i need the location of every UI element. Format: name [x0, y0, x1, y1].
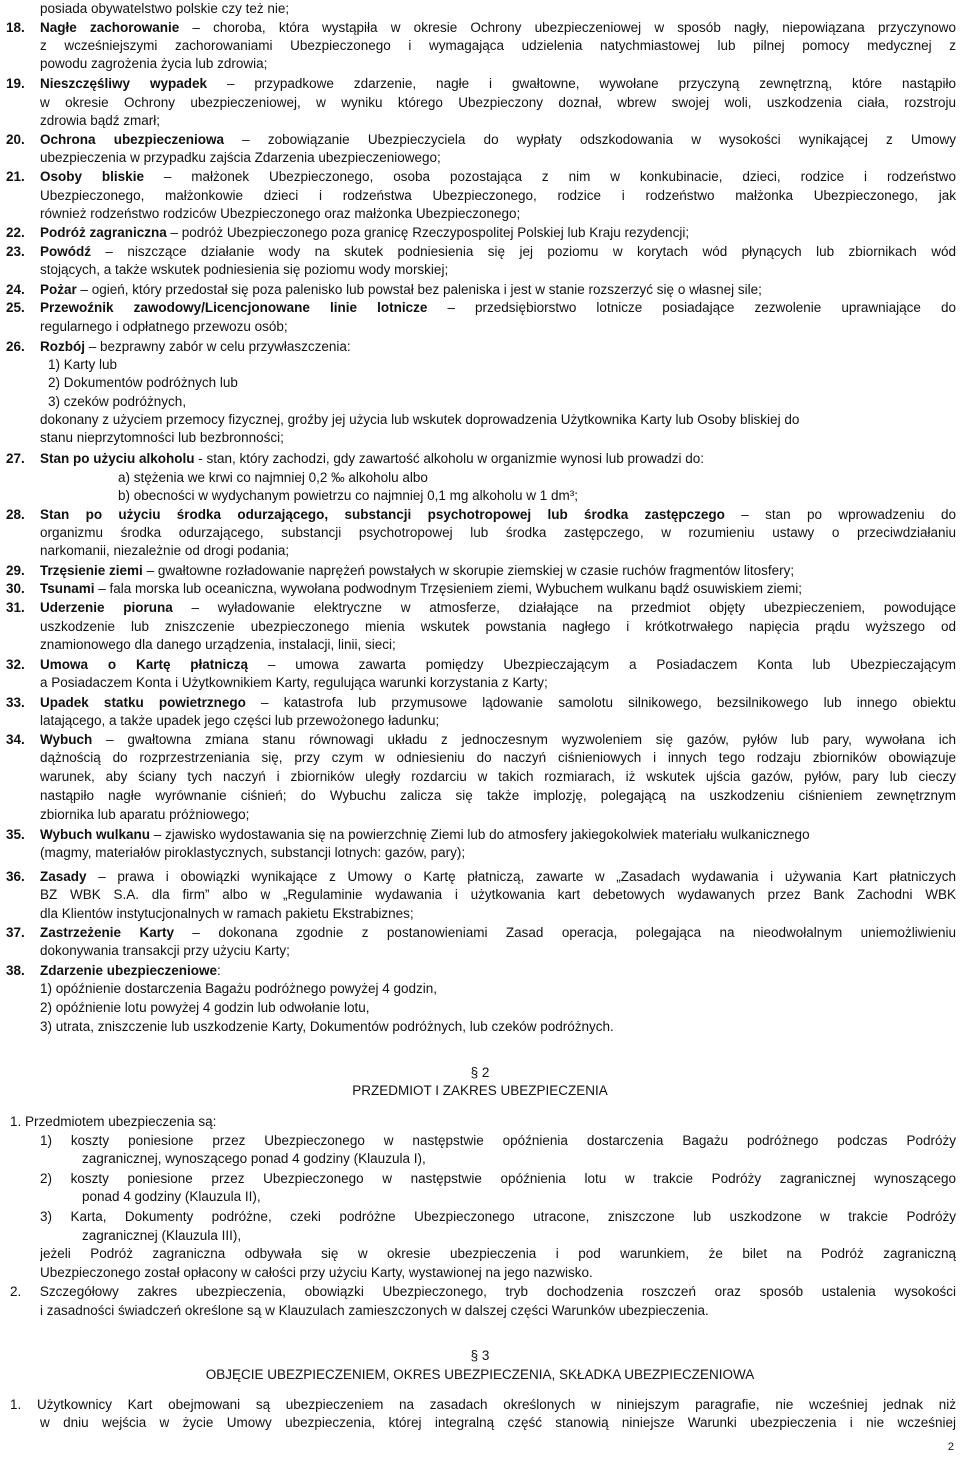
text-line [40, 55, 956, 73]
text-line [6, 506, 956, 524]
line-text: – choroba, która wystąpiła w okresie Ochrony ubezpieczeniowej w sposób nagły, niepowiązana przyczynowo [179, 20, 956, 35]
text-line [40, 1414, 956, 1432]
line-text: Ubezpieczonego został opłacony w całości przy użyciu Karty, wystawionej na jego nazwisko. [40, 1265, 593, 1280]
item-number: 22. [6, 225, 25, 240]
text-line [40, 187, 956, 205]
defined-term: Podróż zagraniczna [40, 225, 167, 240]
text-line [6, 868, 956, 886]
line-text: – zjawisko wydostawania się na powierzchnię Ziemi lub do atmosfery jakiegokolwiek materiału wulkanicznego [150, 827, 810, 842]
text-line [40, 94, 956, 112]
text-line [40, 0, 956, 18]
text-line [40, 542, 956, 560]
text-line [40, 1018, 956, 1036]
text-line [6, 19, 956, 37]
section-heading [0, 1064, 960, 1082]
defined-term: Wybuch wulkanu [40, 827, 151, 842]
line-text: 1) opóźnienie dostarczenia Bagażu podróżnego powyżej 4 godzin, [40, 981, 438, 996]
line-text: – wyładowanie elektryczne w atmosferze, działające na przedmiot objęty ubezpieczeniem, powodujące [172, 600, 956, 615]
defined-term: Stan po użyciu środka odurzającego, substancji psychotropowej lub środka zastępczego [40, 507, 725, 522]
line-text: 2) koszty poniesione przez Ubezpieczonego w następstwie opóźnienia lotu w trakcie Podróży zagranicznej wynoszącego [40, 1171, 956, 1186]
line-text: – umowa zawarta pomiędzy Ubezpieczającym a Posiadaczem Konta lub Ubezpieczającym [248, 657, 956, 672]
line-text: – niszczące działanie wody na skutek podniesienia się jej poziomu w korytach wód płynących lub zbiornikach wód [91, 244, 956, 259]
text-line [48, 374, 956, 392]
line-text: 2) Dokumentów podróżnych lub [48, 375, 238, 390]
text-line [6, 599, 956, 617]
line-text: OBJĘCIE UBEZPIECZENIEM, OKRES UBEZPIECZENIA, SKŁADKA UBEZPIECZENIOWA [205, 1367, 755, 1382]
line-text: również rodzeństwo rodziców Ubezpieczonego oraz małżonka Ubezpieczonego; [40, 206, 521, 221]
text-line [40, 749, 956, 767]
text-line [40, 318, 956, 336]
line-text: dokonywania transakcji przy użyciu Karty; [40, 943, 290, 958]
text-line [10, 1113, 956, 1131]
defined-term: Uderzenie pioruna [40, 600, 173, 615]
text-line [40, 1264, 956, 1282]
text-line [40, 1208, 956, 1226]
line-text: dokonany z użyciem przemocy fizycznej, groźby jej użycia lub wskutek doprowadzenia Użytkownika Karty lub Osoby bliskiej do [40, 412, 800, 427]
line-text: stanu nieprzytomności lub bezbronności; [40, 430, 284, 445]
defined-term: Zastrzeżenie Karty [40, 925, 174, 940]
line-text: – prawa i obowiązki wynikające z Umowy o Kartę płatniczą, zawarte w „Zasadach wydawania i używania Kart płatniczych [86, 869, 956, 884]
line-text: latającego, a także upadek jego części lub przewożonego ładunku; [40, 713, 440, 728]
defined-term: Umowa o Kartę płatniczą [40, 657, 249, 672]
defined-term: Pożar [40, 282, 77, 297]
item-number: 29. [6, 563, 25, 578]
line-text: – podróż Ubezpieczonego poza granicę Rzeczypospolitej Polskiej lub Kraju rezydencji; [166, 225, 690, 240]
line-text: uszkodzenie lub zniszczenie ubezpieczonego mienia wskutek powstania nagłego i krótkotrwałego napięcia prądu wyższego od [40, 619, 956, 634]
line-text: a) stężenia we krwi co najmniej 0,2 ‰ alkoholu albo [118, 470, 428, 485]
item-number: 18. [6, 20, 25, 35]
text-line [40, 712, 956, 730]
item-number: 28. [6, 507, 25, 522]
text-line [6, 562, 956, 580]
item-number: 36. [6, 869, 25, 884]
defined-term: Wybuch [40, 732, 93, 747]
line-text: 1. Przedmiotem ubezpieczenia są: [10, 1114, 217, 1129]
line-text: 3) czeków podróżnych, [48, 394, 187, 409]
line-text: – stan po wprowadzeniu do [724, 507, 956, 522]
line-text: z wcześniejszymi zachorowaniami Ubezpieczonego i wymagająca udzielenia natychmiastowej lub pilnej pomocy medycznej z [40, 38, 956, 53]
text-line [82, 1188, 956, 1206]
defined-term: Zasady [40, 869, 87, 884]
text-line [6, 450, 956, 468]
line-text: znamionowego dla danego urządzenia, instalacji, linii, sieci; [40, 637, 396, 652]
defined-term: Stan po użyciu alkoholu [40, 451, 195, 466]
text-line [40, 942, 956, 960]
line-text: w okresie Ochrony ubezpieczeniowej, w wyniku którego Ubezpieczony doznał, wbrew swojej woli, uszkodzenia ciała, rozstroju [40, 95, 956, 110]
text-line [6, 224, 956, 242]
line-text: dla Klientów instytucjonalnych w ramach pakietu Ekstrabiznes; [40, 906, 414, 921]
line-text: 2. Szczegółowy zakres ubezpieczenia, obowiązki Ubezpieczonego, tryb dochodzenia roszczeń oraz sposób ustalenia wysokości [10, 1284, 956, 1299]
item-number: 30. [6, 581, 25, 596]
line-text: – bezprawny zabór w celu przywłaszczenia: [85, 339, 351, 354]
section-heading [0, 1366, 960, 1384]
section-heading [0, 1082, 960, 1100]
line-text: nastąpiło nagłe wyrównanie ciśnień; do Wybuchu zalicza się także implozję, polegającą na uszkodzeniu ciśnieniem zewnętrznym [40, 788, 956, 803]
text-line [6, 168, 956, 186]
line-text: – katastrofa lub przymusowe lądowanie samolotu silnikowego, bezsilnikowego lub innego obiektu [245, 695, 956, 710]
text-line [6, 338, 956, 356]
item-number: 38. [6, 963, 25, 978]
text-line [40, 149, 956, 167]
line-text: – przedsiębiorstwo lotnicze posiadające zezwolenie uprawniające do [427, 300, 956, 315]
defined-term: Trzęsienie ziemi [40, 563, 143, 578]
text-line [6, 731, 956, 749]
text-line [6, 75, 956, 93]
line-text: (magmy, materiałów piroklastycznych, substancji lotnych: gazów, pary); [40, 845, 466, 860]
defined-term: Przewoźnik zawodowy/Licencjonowane linie lotnicze [40, 300, 428, 315]
item-number: 24. [6, 282, 25, 297]
defined-term: Upadek statku powietrznego [40, 695, 246, 710]
text-line [40, 886, 956, 904]
defined-term: Powódź [40, 244, 91, 259]
item-number: 35. [6, 827, 25, 842]
line-text: a Posiadaczem Konta i Użytkownikiem Karty, regulująca warunki korzystania z Karty; [40, 675, 548, 690]
text-line [40, 524, 956, 542]
line-text: 2) opóźnienie lotu powyżej 4 godzin lub odwołanie lotu, [40, 1000, 370, 1015]
text-line [40, 37, 956, 55]
text-line [40, 429, 956, 447]
line-text: i zasadności świadczeń określone są w Klauzulach zamieszczonych w dalszej części Warunków ubezpieczenia. [40, 1303, 709, 1318]
text-line [6, 281, 956, 299]
item-number: 27. [6, 451, 25, 466]
item-number: 20. [6, 132, 25, 147]
text-line [40, 618, 956, 636]
text-line [6, 656, 956, 674]
line-text: dążnością do rozprzestrzeniania się, przy czym w odniesieniu do naczyń ciśnieniowych i innych tego rodzaju zbiorników obowiązuje [40, 750, 956, 765]
line-text: – gwałtowna zmiana stanu równowagi układu z jednoczesnym wyzwoleniem się gazów, pyłów lub pary, wywołana ich [92, 732, 956, 747]
text-line [118, 487, 956, 505]
text-line [118, 469, 956, 487]
item-number: 31. [6, 600, 25, 615]
line-text: zbiornika lub aparatu próżniowego; [40, 807, 250, 822]
defined-term: Rozbój [40, 339, 85, 354]
line-text: PRZEDMIOT I ZAKRES UBEZPIECZENIA [352, 1083, 608, 1098]
text-line [40, 205, 956, 223]
line-text: 3) utrata, zniszczenie lub uszkodzenie Karty, Dokumentów podróżnych, lub czeków podróżnych. [40, 1019, 614, 1034]
text-line [10, 1396, 956, 1414]
text-line [40, 844, 956, 862]
line-text: posiada obywatelstwo polskie czy też nie; [40, 1, 290, 16]
defined-term: Nieszczęśliwy wypadek [40, 76, 208, 91]
line-text: – zobowiązanie Ubezpieczyciela do wypłaty odszkodowania w wysokości wynikającej z Umowy [223, 132, 956, 147]
item-number: 25. [6, 300, 25, 315]
line-text: ubezpieczenia w przypadku zajścia Zdarzenia ubezpieczeniowego; [40, 150, 441, 165]
line-text: w dniu wejścia w życie Umowy ubezpieczenia, której integralną część stanowią niniejsze Warunki ubezpieczenia i nie wcześniej [40, 1415, 956, 1430]
defined-term: Osoby bliskie [40, 169, 144, 184]
item-number: 34. [6, 732, 25, 747]
defined-term: Tsunami [40, 581, 95, 596]
line-text: 3) Karta, Dokumenty podróżne, czeki podróżne Ubezpieczonego utracone, zniszczone lub uszkodzone w trakcie Podróży [40, 1209, 956, 1224]
text-line [40, 1170, 956, 1188]
line-text: § 3 [470, 1348, 490, 1363]
text-line [6, 131, 956, 149]
item-number: 26. [6, 339, 25, 354]
text-line [40, 1245, 956, 1263]
text-line [6, 299, 956, 317]
defined-term: Nagłe zachorowanie [40, 20, 180, 35]
text-line [40, 1302, 956, 1320]
line-text: – ogień, który przedostał się poza palenisko lub powstał bez paleniska i jest w stanie rozszerzyć się o własnej sile; [76, 282, 762, 297]
line-text: organizmu środka odurzającego, substancji psychotropowej lub środka zastępczego, w rozumieniu ustawy o przeciwdziałaniu [40, 525, 956, 540]
defined-term: Zdarzenie ubezpieczeniowe [40, 963, 218, 978]
line-text: b) obecności w wydychanym powietrzu co najmniej 0,1 mg alkoholu w 1 dm³; [118, 488, 578, 503]
line-text: § 2 [470, 1065, 490, 1080]
text-line [40, 806, 956, 824]
text-line [40, 999, 956, 1017]
item-number: 21. [6, 169, 25, 184]
line-text: stojących, a także wskutek podniesienia się poziomu wody morskiej; [40, 262, 449, 277]
line-text: ponad 4 godziny (Klauzula II), [82, 1189, 261, 1204]
item-number: 19. [6, 76, 25, 91]
line-text: narkomanii, niezależnie od drogi podania; [40, 543, 290, 558]
line-text: warunek, aby ściany tych naczyń i zbiorników uległy rozdarciu w takich rozmiarach, iż wskutek ujścia gazów, pyłów, pary lub cieczy [40, 769, 956, 784]
text-line [6, 694, 956, 712]
line-text: – małżonek Ubezpieczonego, osoba pozostająca z nim w konkubinacie, dzieci, rodzice i rodzeństwo [143, 169, 956, 184]
line-text: BZ WBK S.A. dla firm” albo w „Regulaminie wydawania i użytkowania kart debetowych wydawanych przez Bank Zachodni WBK [40, 887, 956, 902]
line-text: : [217, 963, 221, 978]
text-line [82, 1150, 956, 1168]
text-line [6, 962, 956, 980]
text-line [6, 243, 956, 261]
item-number: 32. [6, 657, 25, 672]
line-text: zagranicznej (Klauzula III), [82, 1228, 242, 1243]
line-text: – dokonana zgodnie z postanowieniami Zasad operacja, polegająca na nieodwołalnym uniemożliwieniu [173, 925, 956, 940]
text-line [48, 356, 956, 374]
text-line [10, 1283, 956, 1301]
line-text: – przypadkowe zdarzenie, nagłe i gwałtowne, wywołane przyczyną zewnętrzną, które nastąpiło [207, 76, 956, 91]
text-line [82, 1227, 956, 1245]
text-line [40, 411, 956, 429]
item-number: 37. [6, 925, 25, 940]
text-line [40, 768, 956, 786]
text-line [40, 112, 956, 130]
line-text: – fala morska lub oceaniczna, wywołana podwodnym Trzęsieniem ziemi, Wybuchem wulkanu bądź osuwiskiem ziemi; [94, 581, 802, 596]
text-line [6, 826, 956, 844]
section-heading [0, 1347, 960, 1365]
text-line [40, 787, 956, 805]
defined-term: Ochrona ubezpieczeniowa [40, 132, 224, 147]
text-line [40, 980, 956, 998]
item-number: 23. [6, 244, 25, 259]
line-text: powodu zagrożenia życia lub zdrowia; [40, 56, 268, 71]
line-text: 1. Użytkownicy Kart obejmowani są ubezpieczeniem na zasadach określonych w niniejszym paragrafie, nie wcześniej jednak niż [10, 1397, 956, 1412]
text-line [48, 393, 956, 411]
line-text: – gwałtowne rozładowanie naprężeń powstałych w skorupie ziemskiej w czasie ruchów fragmentów litosfery; [142, 563, 795, 578]
text-line [40, 905, 956, 923]
line-text: Ubezpieczonego, małżonkowie dzieci i rodzeństwa Ubezpieczonego, rodzice i rodzeństwo małżonka Ubezpieczonego, jak [40, 188, 956, 203]
line-text: zdrowia bądź zmarł; [40, 113, 161, 128]
line-text: regularnego i odpłatnego przewozu osób; [40, 319, 288, 334]
page-number: 2 [947, 1441, 954, 1453]
text-line [6, 580, 956, 598]
line-text: - stan, który zachodzi, gdy zawartość alkoholu w organizmie wynosi lub prowadzi do: [194, 451, 705, 466]
line-text: jeżeli Podróż zagraniczna odbywała się w okresie ubezpieczenia i pod warunkiem, że bilet na Podróż zagraniczną [40, 1246, 956, 1261]
text-line [40, 674, 956, 692]
text-line [6, 924, 956, 942]
item-number: 33. [6, 695, 25, 710]
text-line [40, 1132, 956, 1150]
line-text: 1) Karty lub [48, 357, 118, 372]
line-text: zagranicznej, wynoszącego ponad 4 godziny (Klauzula I), [82, 1151, 426, 1166]
text-line [40, 261, 956, 279]
line-text: 1) koszty poniesione przez Ubezpieczonego w następstwie opóźnienia dostarczenia Bagażu podróżnego podczas Podróży [40, 1133, 956, 1148]
text-line [40, 636, 956, 654]
